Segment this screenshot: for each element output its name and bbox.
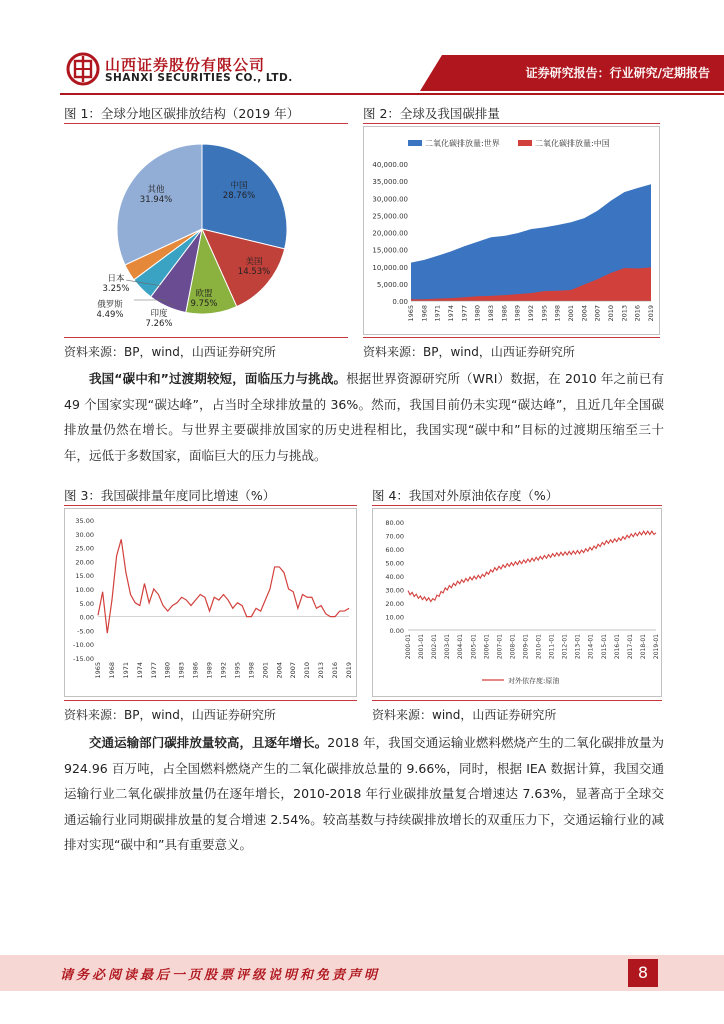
x-tick-label: 2001 <box>261 662 270 679</box>
figure-1-bottom-rule <box>64 337 348 338</box>
paragraph-2 <box>64 730 664 858</box>
line-series-growth <box>98 539 349 633</box>
pie-value-label: 4.49% <box>96 310 124 320</box>
y-tick-label: 15.00 <box>75 572 94 581</box>
figure-3-title: 图 3：我国碳排量年度同比增速（%） <box>64 488 276 503</box>
figure-1-title: 图 1：全球分地区碳排放结构（2019 年） <box>64 106 300 121</box>
x-tick-label: 2019 <box>345 662 353 679</box>
x-tick-label: 1995 <box>233 662 242 679</box>
figure-4-title: 图 4：我国对外原油依存度（%） <box>372 488 559 503</box>
y-tick-label: 80.00 <box>385 519 404 527</box>
figure-3-line-chart <box>64 508 357 698</box>
x-tick-label: 1971 <box>121 662 130 679</box>
x-tick-label: 2004-01 <box>457 634 465 660</box>
pie-label: 中国 <box>230 181 248 191</box>
y-tick-label: 70.00 <box>385 532 404 541</box>
y-tick-label: -15.00 <box>73 655 94 663</box>
x-tick-label: 2007 <box>289 662 298 679</box>
pie-value-label: 3.25% <box>102 284 130 294</box>
x-tick-label: 2008-01 <box>509 634 517 660</box>
line-series-dependency <box>408 531 656 601</box>
x-tick-label: 2013 <box>620 305 629 322</box>
y-tick-label: 0.00 <box>389 627 404 635</box>
x-tick-label: 2010 <box>607 305 615 322</box>
y-tick-label: 5.00 <box>79 599 94 608</box>
y-tick-label: 15,000.00 <box>372 246 408 255</box>
y-tick-label: 0.00 <box>392 298 408 306</box>
x-tick-label: 1998 <box>247 662 256 679</box>
x-tick-label: 2005-01 <box>470 634 478 660</box>
pie-label: 日本 <box>107 274 125 284</box>
legend-label-world: 二氧化碳排放量:世界 <box>425 139 500 148</box>
x-tick-label: 2007 <box>593 305 602 322</box>
y-tick-label: 40,000.00 <box>372 161 408 169</box>
pie-value-label: 28.76% <box>222 191 256 201</box>
x-tick-label: 2004 <box>275 662 284 679</box>
x-tick-label: 2017-01 <box>626 634 634 660</box>
y-tick-label: 10,000.00 <box>372 263 408 272</box>
pie-label: 欧盟 <box>195 289 213 299</box>
header-divider <box>60 93 724 95</box>
y-tick-label: -5.00 <box>77 627 94 636</box>
x-tick-label: 2010-01 <box>535 634 543 660</box>
paragraph-2-lead: 交通运输部门碳排放量较高，且逐年增长。 <box>89 735 328 750</box>
x-tick-label: 2016 <box>633 305 642 322</box>
x-tick-label: 2009-01 <box>522 634 530 660</box>
figure-2-rule <box>363 123 660 124</box>
y-tick-label: 60.00 <box>385 546 404 554</box>
x-tick-label: 2019 <box>647 305 655 322</box>
y-tick-label: 30.00 <box>385 586 404 595</box>
x-tick-label: 1980 <box>473 305 482 322</box>
x-tick-label: 1968 <box>420 305 429 322</box>
figure-3-bottom-rule <box>64 700 357 701</box>
chart-frame <box>373 509 662 697</box>
pie-label: 印度 <box>150 309 168 319</box>
x-tick-label: 2001-01 <box>418 634 426 660</box>
x-tick-label: 1974 <box>135 662 144 679</box>
x-tick-label: 2011-01 <box>548 634 556 660</box>
y-tick-label: 35.00 <box>75 517 94 525</box>
x-tick-label: 1974 <box>447 305 455 322</box>
x-tick-label: 2016-01 <box>613 634 621 660</box>
x-tick-label: 2004 <box>580 305 589 322</box>
x-tick-label: 1986 <box>191 662 200 679</box>
x-tick-label: 1980 <box>163 662 172 679</box>
y-tick-label: 35,000.00 <box>372 178 408 187</box>
y-tick-label: 0.00 <box>79 613 94 622</box>
y-tick-label: -10.00 <box>73 641 94 650</box>
legend-swatch-china <box>518 140 532 146</box>
figure-2-bottom-rule <box>363 337 660 338</box>
figure-3-rule <box>64 505 357 506</box>
x-tick-label: 2003-01 <box>444 634 452 660</box>
x-tick-label: 2015-01 <box>600 634 608 660</box>
x-tick-label: 2000-01 <box>405 634 412 660</box>
figure-4-line-chart <box>372 508 662 698</box>
x-tick-label: 1986 <box>500 305 509 322</box>
figure-2-area-chart <box>363 126 660 336</box>
x-tick-label: 1992 <box>527 305 535 322</box>
paragraph-1 <box>64 366 664 468</box>
x-tick-label: 2002-01 <box>431 634 439 660</box>
pie-value-label: 14.53% <box>237 267 271 277</box>
y-tick-label: 40.00 <box>385 573 404 581</box>
figure-4-bottom-rule <box>372 700 662 701</box>
y-tick-label: 20,000.00 <box>372 229 408 238</box>
x-tick-label: 2001 <box>567 305 575 322</box>
pie-value-label: 9.75% <box>190 299 218 309</box>
x-tick-label: 1989 <box>205 662 214 679</box>
x-tick-label: 1989 <box>513 305 522 322</box>
paragraph-2-body: 2018 年，我国交通运输业燃料燃烧产生的二氧化碳排放量为 924.96 百万吨，占全国燃料燃烧产生的二氧化碳排放总量的 9.66%，同时，根据 IEA 数据计算，我国交通运输行业二氧化碳排放量仍在逐年增长，2010-2018 年行业碳排放量复合增速达 7.63%，显著高于全球交通运输行业同期碳排放量的复合增速 2.54%。较高基数与持续碳排放增长的双重压力下，交通运输行业的减排对实现“碳中和”具有重要意义。 <box>64 735 664 852</box>
paragraph-1-lead: 我国“碳中和”过渡期较短，面临压力与挑战。 <box>89 371 347 386</box>
x-tick-label: 2007-01 <box>496 634 504 660</box>
x-tick-label: 1977 <box>460 305 469 322</box>
x-tick-label: 2012-01 <box>561 634 569 660</box>
company-name-en: SHANXI SECURITIES CO., LTD. <box>105 72 293 84</box>
y-tick-label: 20.00 <box>385 600 404 608</box>
figure-3-source: 资料来源：BP，wind，山西证券研究所 <box>64 708 276 722</box>
figure-1-source: 资料来源：BP，wind，山西证券研究所 <box>64 345 276 359</box>
pie-label: 俄罗斯 <box>97 300 123 310</box>
figure-4-source: 资料来源：wind，山西证券研究所 <box>372 708 557 722</box>
x-tick-label: 2014-01 <box>587 634 595 660</box>
figure-4-rule <box>372 505 662 506</box>
figure-1-pie-chart <box>64 126 348 336</box>
x-tick-label: 1965 <box>94 662 102 679</box>
y-tick-label: 10.00 <box>75 586 94 594</box>
page-header <box>0 0 724 100</box>
x-tick-label: 2016 <box>331 662 340 679</box>
figure-2-source: 资料来源：BP，wind，山西证券研究所 <box>363 345 575 359</box>
report-tag: 证券研究报告：行业研究/定期报告 <box>525 66 710 80</box>
x-tick-label: 1971 <box>433 305 442 322</box>
y-tick-label: 50.00 <box>385 559 404 568</box>
x-tick-label: 1998 <box>553 305 562 322</box>
paragraph-1-body: 根据世界资源研究所（WRI）数据，在 2010 年之前已有 49 个国家实现“碳达峰”，占当时全球排放量的 36%。然而，我国目前仍未实现“碳达峰”，且近几年全国碳排放量仍然在增长。与世界主要碳排放国家的历史进程相比，我国实现“碳中和”目标的过渡期压缩至三十年，远低于多数国家，面临巨大的压力与挑战。 <box>64 371 664 463</box>
pie-label: 其他 <box>147 185 165 195</box>
x-tick-label: 1992 <box>219 662 228 679</box>
figure-1-rule <box>64 123 348 124</box>
y-tick-label: 10.00 <box>385 613 404 622</box>
pie-label: 美国 <box>245 257 263 267</box>
y-tick-label: 25.00 <box>75 544 94 553</box>
y-tick-label: 5,000.00 <box>376 280 408 289</box>
x-tick-label: 1977 <box>149 662 158 679</box>
legend-label: 对外依存度:原油 <box>508 677 560 685</box>
x-tick-label: 2018-01 <box>639 634 647 660</box>
x-tick-label: 2013-01 <box>574 634 582 660</box>
x-tick-label: 1983 <box>177 662 186 679</box>
y-tick-label: 20.00 <box>75 558 94 567</box>
y-tick-label: 30.00 <box>75 530 94 539</box>
pie-value-label: 7.26% <box>145 319 173 329</box>
legend-swatch-world <box>408 140 422 146</box>
x-tick-label: 2019-01 <box>653 634 660 660</box>
page-number: 8 <box>628 959 658 987</box>
x-tick-label: 1968 <box>107 662 116 679</box>
x-tick-label: 2010 <box>303 662 312 679</box>
x-tick-label: 1983 <box>487 305 495 322</box>
footer-disclaimer: 请务必阅读最后一页股票评级说明和免责声明 <box>60 968 381 983</box>
company-name-cn: 山西证券股份有限公司 <box>105 56 266 74</box>
company-logo-icon <box>66 52 100 86</box>
x-tick-label: 1965 <box>407 305 415 322</box>
legend-label-china: 二氧化碳排放量:中国 <box>535 139 610 148</box>
x-tick-label: 2006-01 <box>483 634 491 660</box>
x-tick-label: 2013 <box>317 662 326 679</box>
x-tick-label: 1995 <box>540 305 549 322</box>
y-tick-label: 30,000.00 <box>372 195 408 204</box>
pie-value-label: 31.94% <box>139 195 173 205</box>
y-tick-label: 25,000.00 <box>372 212 408 221</box>
figure-2-title: 图 2：全球及我国碳排量 <box>363 106 500 121</box>
